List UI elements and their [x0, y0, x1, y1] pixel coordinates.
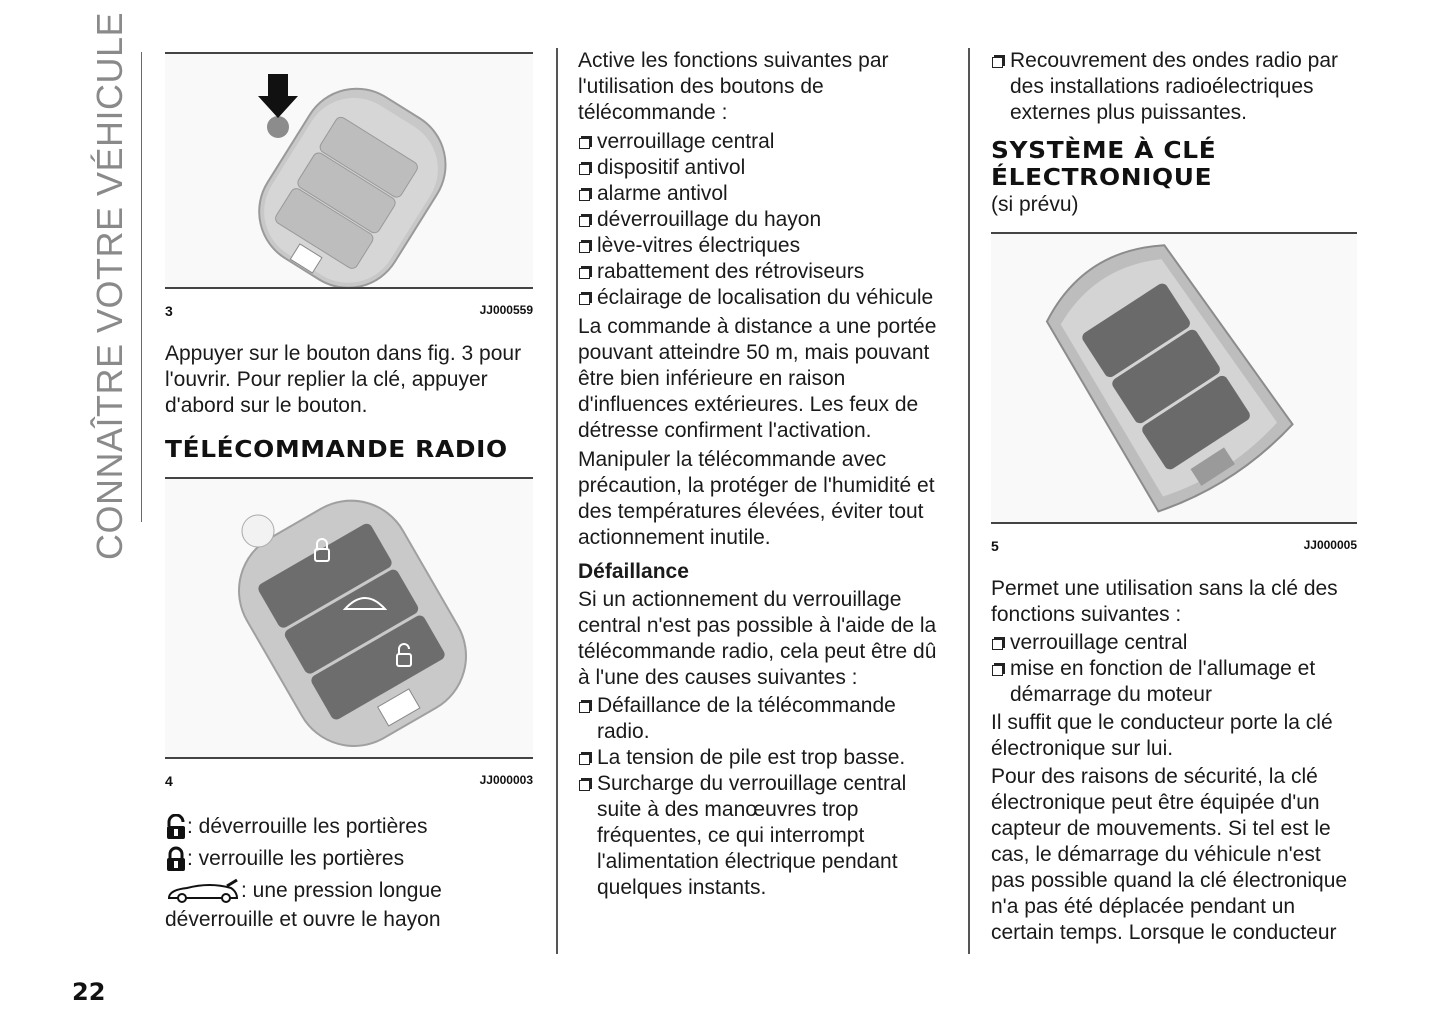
keyless-intro: Permet une utilisation sans la clé des fonctions suivantes :	[991, 577, 1338, 626]
bullet-box-icon	[579, 216, 590, 227]
bullet-box-icon	[992, 57, 1003, 68]
list-item: déverrouillage du hayon	[578, 207, 953, 233]
failure-causes-list	[578, 693, 953, 901]
figure-4-caption	[165, 773, 533, 789]
care-paragraph: Manipuler la télécommande avec précaution, la protéger de l'humidité et des températures élevées, éviter tout actionnement inutile.	[578, 448, 935, 549]
electronic-key-illustration	[991, 234, 1357, 522]
open-key-paragraph: Appuyer sur le bouton dans fig. 3 pour l'ouvrir. Pour replier la clé, appuyer d'abord sur le bouton.	[165, 342, 522, 417]
figure-number: 5	[991, 538, 999, 554]
figure-number: 3	[165, 303, 173, 319]
bullet-box-icon	[579, 242, 590, 253]
column-1	[165, 45, 533, 933]
list-item: verrouillage central	[578, 129, 953, 155]
bullet-box-icon	[579, 294, 590, 305]
list-item: Surcharge du verrouillage central suite à des manœuvres trop fréquentes, ce qui interrompt l'alimentation électrique pendant quelques instants.	[578, 771, 953, 901]
lock-icon	[165, 846, 187, 872]
list-item: dispositif antivol	[578, 155, 953, 181]
list-item: Défaillance de la télécommande radio.	[578, 693, 953, 745]
bullet-box-icon	[579, 780, 590, 791]
figure-4	[165, 477, 533, 759]
column-divider	[968, 48, 970, 954]
list-item: verrouillage central	[991, 630, 1357, 656]
unlock-icon	[165, 814, 187, 840]
remote-functions-intro: Active les fonctions suivantes par l'utilisation des boutons de télécommande :	[578, 49, 889, 124]
column-3	[991, 48, 1357, 946]
car-tailgate-icon	[165, 878, 241, 904]
legend-row-lock: : verrouille les portières	[165, 843, 533, 875]
remote-functions-list	[578, 129, 953, 311]
button-legend	[165, 811, 533, 933]
section-heading-electronic-key: SYSTÈME À CLÉ ÉLECTRONIQUE	[991, 138, 1217, 191]
figure-code: JJ000559	[479, 303, 533, 317]
section-title-vertical	[88, 11, 132, 560]
range-paragraph: La commande à distance a une portée pouvant atteindre 50 m, mais pouvant être bien inférieure en raison d'influences extérieures. Les feux de détresse confirment l'activation.	[578, 315, 937, 442]
figure-5-caption	[991, 538, 1357, 554]
list-item: rabattement des rétroviseurs	[578, 259, 953, 285]
flip-key-illustration	[165, 54, 533, 287]
remote-key-illustration	[165, 479, 533, 757]
bullet-box-icon	[992, 665, 1003, 676]
page-number: 22	[72, 978, 106, 1006]
column-divider	[556, 48, 558, 954]
figure-code: JJ000005	[1303, 538, 1357, 552]
list-item: éclairage de localisation du véhicule	[578, 285, 953, 311]
bullet-box-icon	[579, 754, 590, 765]
figure-5	[991, 232, 1357, 524]
bullet-box-icon	[579, 138, 590, 149]
list-item-continued: Recouvrement des ondes radio par des installations radioélectriques externes plus puissantes.	[991, 48, 1357, 126]
figure-number: 4	[165, 773, 173, 789]
list-item: La tension de pile est trop basse.	[578, 745, 953, 771]
motion-sensor-paragraph: Pour des raisons de sécurité, la clé électronique peut être équipée d'un capteur de mouvements. Si tel est le cas, le démarrage du véhicule n'est pas possible quand la clé électronique n'a pas été déplacée pendant un certain temps. Lorsque le conducteur	[991, 765, 1348, 944]
keyless-functions-list	[991, 630, 1357, 708]
heading-note: (si prévu)	[991, 193, 1079, 216]
failure-heading: Défaillance	[578, 560, 689, 583]
bullet-box-icon	[579, 702, 590, 713]
figure-3	[165, 52, 533, 289]
bullet-box-icon	[579, 268, 590, 279]
failure-intro: Si un actionnement du verrouillage central n'est pas possible à l'aide de la télécommande radio, cela peut être dû à l'une des causes suivantes :	[578, 588, 937, 689]
carry-key-paragraph: Il suffit que le conducteur porte la clé électronique sur lui.	[991, 711, 1333, 760]
legend-row-tailgate: : une pression longue	[165, 875, 533, 907]
bullet-box-icon	[579, 164, 590, 175]
section-title-text: CONNAÎTRE VOTRE VÉHICULE	[89, 11, 130, 560]
legend-continuation: déverrouille et ouvre le hayon	[165, 908, 441, 931]
section-title-rule	[141, 52, 142, 522]
bullet-box-icon	[579, 190, 590, 201]
list-item: alarme antivol	[578, 181, 953, 207]
list-item: lève-vitres électriques	[578, 233, 953, 259]
column-2	[578, 48, 953, 901]
section-heading-radio-remote: TÉLÉCOMMANDE RADIO	[165, 437, 508, 463]
bullet-box-icon	[992, 639, 1003, 650]
legend-row-unlock: : déverrouille les portières	[165, 811, 533, 843]
list-item: mise en fonction de l'allumage et démarrage du moteur	[991, 656, 1357, 708]
figure-3-caption	[165, 303, 533, 319]
figure-code: JJ000003	[479, 773, 533, 787]
